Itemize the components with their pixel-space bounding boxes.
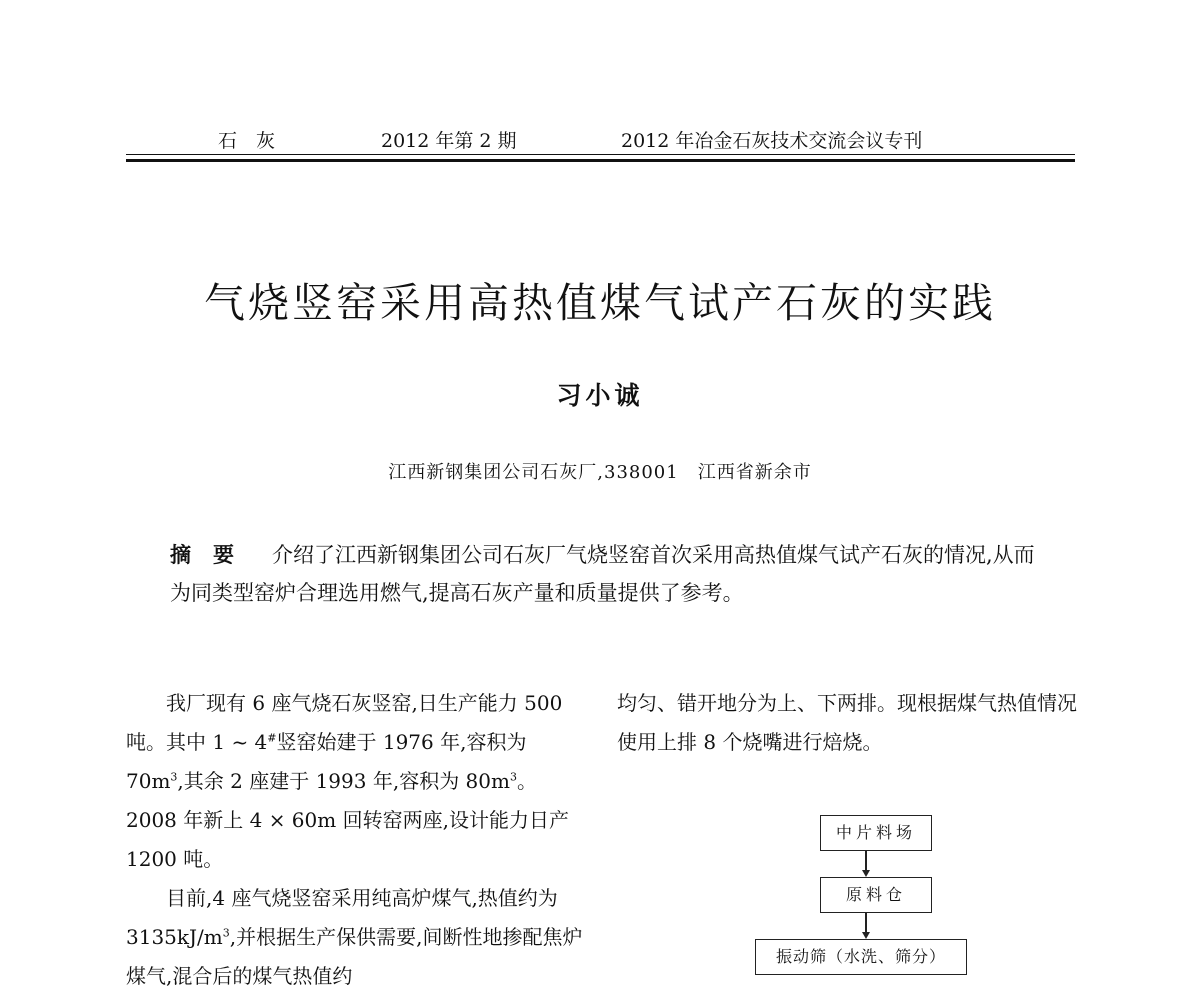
header-rule-thick [126, 159, 1075, 162]
journal-name: 石 灰 [218, 130, 276, 152]
flow-step-raw-bin: 原料仓 [820, 877, 932, 913]
flow-arrow [865, 912, 867, 934]
flow-arrowhead [862, 932, 870, 939]
header-rule-thin [126, 154, 1075, 155]
flow-arrowhead [862, 870, 870, 877]
body-left-column [126, 684, 584, 996]
issue-number: 2012 年第 2 期 [381, 130, 517, 152]
abstract [170, 536, 1050, 612]
paragraph-burners: 均匀、错开地分为上、下两排。现根据煤气热值情况使用上排 8 个烧嘴进行焙烧。 [617, 691, 1077, 754]
abstract-text: 介绍了江西新钢集团公司石灰厂气烧竖窑首次采用高热值煤气试产石灰的情况,从而为同类型窑炉合理选用燃气,提高石灰产量和质量提供了参考。 [170, 543, 1035, 605]
paragraph-gas: 目前,4 座气烧竖窑采用纯高炉煤气,热值约为 $3135kJ/m^3$,并根据生产保供需要,间断性地掺配焦炉煤气,混合后的煤气热值约 [126, 886, 583, 988]
paragraph-kilns: 我厂现有 6 座气烧石灰竖窑,日生产能力 500 吨。其中 1 ~ 4#竖窑始建于 1976 年,容积为 $70m^3$,其余 2 座建于 1993 年,容积为 $80m^3$。2008 年新上 4 × 60m 回转窑两座,设计能力日产 1200 吨。 [126, 691, 569, 871]
special-issue-label: 2012 年冶金石灰技术交流会议专刊 [621, 130, 923, 152]
author-name: 习小诚 [556, 381, 644, 410]
article-title: 气烧竖窑采用高热值煤气试产石灰的实践 [204, 279, 996, 327]
flow-step-stockyard: 中片料场 [820, 815, 932, 851]
abstract-label: 摘要 [170, 543, 256, 567]
flow-arrow [865, 850, 867, 872]
author-affiliation: 江西新钢集团公司石灰厂,338001 江西省新余市 [388, 462, 812, 483]
body-right-column [617, 684, 1077, 762]
flow-step-vibrating-screen: 振动筛（水洗、筛分） [755, 939, 967, 975]
